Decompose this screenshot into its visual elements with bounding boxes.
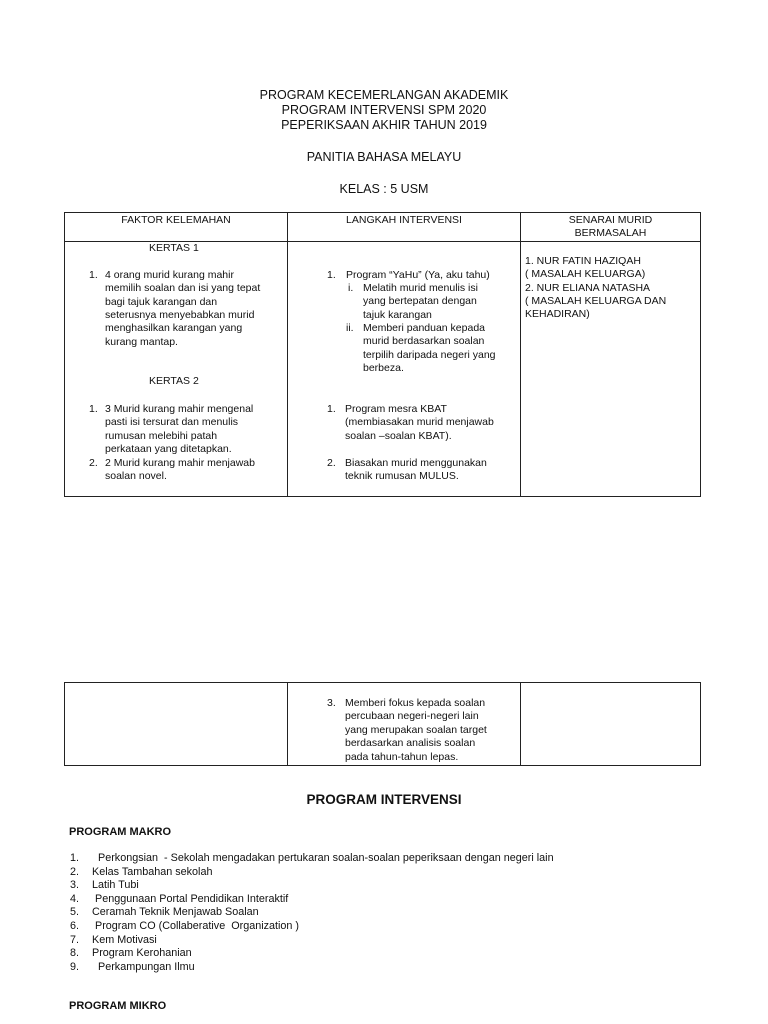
item3-text: Memberi fokus kepada soalan percubaan negeri-negeri lain yang merupakan soalan target berdasarkan analisis soalan pada tahun-tahun lepas.: [345, 697, 487, 763]
mikro-title: PROGRAM MIKRO: [69, 1000, 167, 1012]
faktor-cell-empty: [65, 683, 288, 766]
doc-title-1: PROGRAM KECEMERLANGAN AKADEMIK: [259, 88, 509, 102]
doc-title-2: PROGRAM INTERVENSI SPM 2020: [281, 103, 487, 117]
int1-sub1: Melatih murid menulis isi yang bertepatan dengan tajuk karangan: [363, 281, 478, 321]
langkah-cell: [288, 241, 521, 496]
panitia-heading: PANITIA BAHASA MELAYU: [306, 150, 462, 164]
int2-num: 1.: [327, 402, 336, 415]
k2-item1-num: 1.: [89, 402, 98, 415]
senarai-cell-empty: [521, 683, 701, 766]
k2-item1: 3 Murid kurang mahir mengenal pasti isi tersurat dan menulis rumusan melebihi patah perkataan yang ditetapkan.: [105, 402, 254, 456]
senarai-cell: [521, 241, 701, 496]
kertas2-heading: KERTAS 2: [149, 374, 199, 387]
col-header-senarai: SENARAI MURID BERMASALAH: [521, 213, 701, 242]
kertas1-heading: KERTAS 1: [149, 241, 199, 254]
int1-num: 1.: [327, 268, 336, 281]
k1-item1: 4 orang murid kurang mahir memilih soalan dan isi yang tepat bagi tajuk karangan dan seterusnya menyebabkan murid menghasilkan karangan yang kurang mantap.: [105, 268, 261, 348]
faktor-cell: [65, 241, 288, 496]
k2-item2: 2 Murid kurang mahir menjawab soalan novel.: [105, 456, 255, 483]
student-list: 1. NUR FATIN HAZIQAH ( MASALAH KELUARGA) 2. NUR ELIANA NATASHA ( MASALAH KELUARGA DAN KEHADIRAN): [525, 254, 667, 321]
kelas-heading: KELAS : 5 USM: [339, 182, 429, 196]
int2-text: Program mesra KBAT (membiasakan murid menjawab soalan –soalan KBAT).: [345, 402, 494, 442]
int1-sub1-num: i.: [348, 281, 354, 294]
k1-item1-num: 1.: [89, 268, 98, 281]
int3-text: Biasakan murid menggunakan teknik rumusan MULUS.: [345, 456, 487, 483]
intervention-table: [64, 212, 701, 497]
intervention-table-continued: [64, 682, 701, 766]
int1-sub2: Memberi panduan kepada murid berdasarkan soalan terpilih daripada negeri yang berbeza.: [363, 321, 496, 375]
k2-item2-num: 2.: [89, 456, 98, 469]
makro-title: PROGRAM MAKRO: [69, 826, 172, 838]
langkah-cell-continued: [288, 683, 521, 766]
section-title: PROGRAM INTERVENSI: [306, 792, 462, 807]
item3-num: 3.: [327, 697, 336, 709]
int1-sub2-num: ii.: [346, 321, 354, 334]
int1-title: Program “YaHu” (Ya, aku tahu): [346, 268, 490, 281]
col-header-langkah: LANGKAH INTERVENSI: [288, 213, 521, 242]
col-header-faktor: FAKTOR KELEMAHAN: [65, 213, 288, 242]
doc-title-3: PEPERIKSAAN AKHIR TAHUN 2019: [281, 118, 487, 132]
int3-num: 2.: [327, 456, 336, 469]
